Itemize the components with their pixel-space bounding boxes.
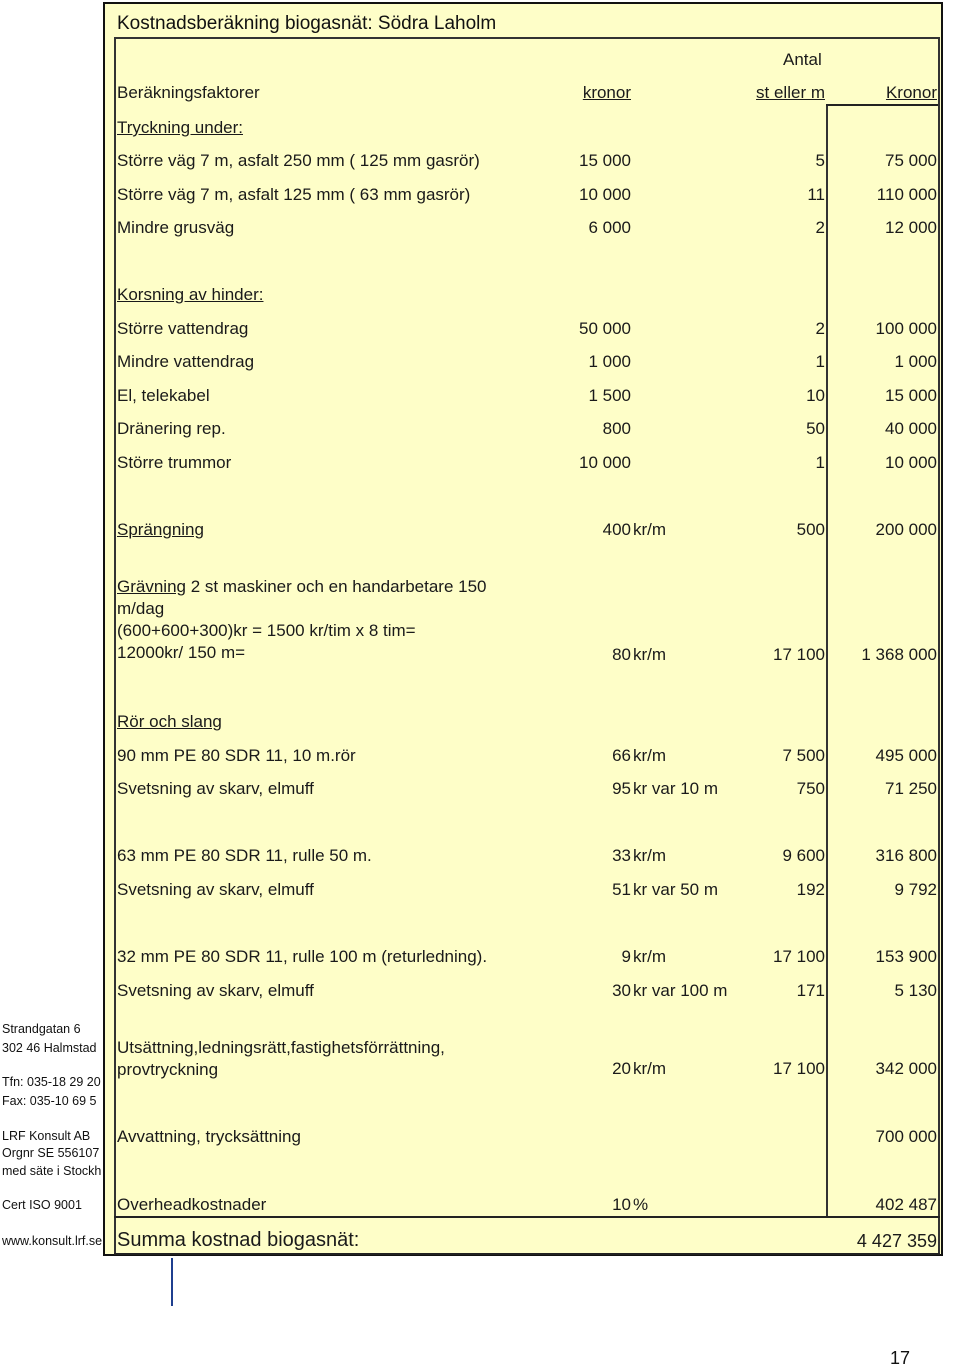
row-total: 71 250 bbox=[885, 779, 937, 798]
row-price: 15 000 bbox=[579, 151, 631, 170]
row-label: Större väg 7 m, asfalt 250 mm ( 125 mm gasrör) bbox=[117, 151, 480, 170]
sidebar-website: www.konsult.lrf.se bbox=[2, 1234, 103, 1248]
row-label-line2: provtryckning bbox=[117, 1060, 219, 1079]
header-kronor-total: Kronor bbox=[885, 83, 937, 102]
header-antal: Antal bbox=[783, 50, 822, 69]
sidebar-address-city: 302 46 Halmstad bbox=[2, 1041, 97, 1055]
sidebar-company: LRF Konsult AB bbox=[2, 1129, 91, 1143]
row-total: 153 900 bbox=[875, 947, 937, 966]
row-qty: 1 bbox=[815, 352, 825, 371]
row-price: 1 500 bbox=[588, 386, 631, 405]
row-qty: 9 600 bbox=[782, 846, 825, 865]
sidebar-seat: med säte i Stockh bbox=[2, 1164, 102, 1178]
sum-top-line bbox=[114, 1216, 940, 1218]
row-qty: 10 bbox=[806, 386, 825, 405]
row-label: Mindre vattendrag bbox=[117, 352, 255, 371]
sidebar-phone: Tfn: 035-18 29 20 bbox=[2, 1075, 101, 1089]
row-label-line1: Utsättning,ledningsrätt,fastighetsförrättning, bbox=[117, 1038, 445, 1057]
row-label: Större vattendrag bbox=[117, 319, 249, 338]
row-unit: % bbox=[633, 1195, 649, 1214]
row-unit: kr/m bbox=[633, 746, 667, 765]
sidebar-cert: Cert ISO 9001 bbox=[2, 1198, 82, 1212]
row-label-multiline bbox=[117, 576, 537, 664]
row-total: 15 000 bbox=[885, 386, 937, 405]
row-total: 40 000 bbox=[885, 419, 937, 438]
page-title: Kostnadsberäkning biogasnät: Södra Laholm bbox=[117, 13, 497, 34]
row-price: 95 bbox=[612, 779, 631, 798]
row-label: El, telekabel bbox=[117, 386, 210, 405]
sum-label: Summa kostnad biogasnät: bbox=[117, 1229, 360, 1251]
row-price: 30 bbox=[612, 981, 631, 1000]
row-total: 342 000 bbox=[875, 1059, 937, 1078]
row-price: 51 bbox=[612, 880, 631, 899]
header-kronor: kronor bbox=[582, 83, 631, 102]
row-label: Större trummor bbox=[117, 453, 232, 472]
row-label: Mindre grusväg bbox=[117, 218, 235, 237]
row-unit: kr/m bbox=[633, 846, 667, 865]
row-total: 9 792 bbox=[894, 880, 937, 899]
row-label: Sprängning bbox=[117, 520, 204, 539]
header-factors: Beräkningsfaktorer bbox=[117, 83, 260, 102]
row-label-rest: 2 st maskiner och en handarbetare 150 m/dag bbox=[117, 577, 487, 618]
row-total: 700 000 bbox=[875, 1127, 937, 1146]
row-qty: 2 bbox=[815, 218, 825, 237]
row-label: Dränering rep. bbox=[117, 419, 226, 438]
row-label: Större väg 7 m, asfalt 125 mm ( 63 mm gasrör) bbox=[117, 185, 471, 204]
row-unit: kr/m bbox=[633, 1059, 667, 1078]
header-st-eller-m: st eller m bbox=[756, 83, 825, 102]
row-label-line3: 12000kr/ 150 m= bbox=[117, 643, 246, 662]
row-unit: kr/m bbox=[633, 645, 667, 664]
row-total: 402 487 bbox=[875, 1195, 937, 1214]
decorative-blue-line bbox=[171, 1258, 173, 1306]
row-unit: kr/m bbox=[633, 520, 667, 539]
row-qty: 2 bbox=[815, 319, 825, 338]
row-qty: 7 500 bbox=[782, 746, 825, 765]
sidebar-fax: Fax: 035-10 69 5 bbox=[2, 1094, 97, 1108]
header-underline bbox=[826, 104, 938, 106]
row-label: 90 mm PE 80 SDR 11, 10 m.rör bbox=[117, 746, 356, 765]
row-unit: kr var 10 m bbox=[633, 779, 719, 798]
row-total: 10 000 bbox=[885, 453, 937, 472]
page-number: 17 bbox=[890, 1348, 911, 1368]
row-price: 9 bbox=[621, 947, 631, 966]
row-total: 75 000 bbox=[885, 151, 937, 170]
row-price: 800 bbox=[602, 419, 631, 438]
row-qty: 5 bbox=[815, 151, 825, 170]
row-price: 50 000 bbox=[579, 319, 631, 338]
row-price: 80 bbox=[612, 645, 631, 664]
sidebar-orgnr: Orgnr SE 556107 bbox=[2, 1146, 100, 1160]
row-total: 100 000 bbox=[875, 319, 937, 338]
row-qty: 750 bbox=[796, 779, 825, 798]
row-qty: 17 100 bbox=[773, 947, 825, 966]
row-total: 1 368 000 bbox=[861, 645, 937, 664]
row-qty: 171 bbox=[796, 981, 825, 1000]
row-qty: 192 bbox=[796, 880, 825, 899]
row-qty: 17 100 bbox=[773, 1059, 825, 1078]
row-total: 12 000 bbox=[885, 218, 937, 237]
row-price: 10 bbox=[612, 1195, 631, 1214]
section-korsning: Korsning av hinder: bbox=[117, 285, 264, 304]
row-total: 200 000 bbox=[875, 520, 937, 539]
row-price: 10 000 bbox=[579, 453, 631, 472]
row-qty: 17 100 bbox=[773, 645, 825, 664]
row-unit: kr/m bbox=[633, 947, 667, 966]
row-label: Svetsning av skarv, elmuff bbox=[117, 981, 314, 1000]
row-total: 110 000 bbox=[876, 185, 937, 204]
row-qty: 500 bbox=[796, 520, 825, 539]
row-label: Svetsning av skarv, elmuff bbox=[117, 779, 314, 798]
row-price: 400 bbox=[602, 520, 631, 539]
row-unit: kr var 100 m bbox=[633, 981, 728, 1000]
row-label-underlined: Grävning bbox=[117, 577, 186, 596]
row-label: Avvattning, trycksättning bbox=[117, 1127, 301, 1146]
row-total: 1 000 bbox=[894, 352, 937, 371]
row-qty: 11 bbox=[807, 185, 825, 204]
sidebar-address-street: Strandgatan 6 bbox=[2, 1022, 81, 1036]
section-ror-och-slang: Rör och slang bbox=[117, 712, 222, 731]
row-total: 316 800 bbox=[875, 846, 937, 865]
sum-bottom-line bbox=[114, 1253, 940, 1255]
row-total: 495 000 bbox=[875, 746, 937, 765]
row-label: Svetsning av skarv, elmuff bbox=[117, 880, 314, 899]
row-label: Overheadkostnader bbox=[117, 1195, 267, 1214]
row-label: 63 mm PE 80 SDR 11, rulle 50 m. bbox=[117, 846, 372, 865]
row-unit: kr var 50 m bbox=[633, 880, 719, 899]
row-price: 1 000 bbox=[588, 352, 631, 371]
row-qty: 50 bbox=[806, 419, 825, 438]
column-divider-qty bbox=[826, 104, 828, 1218]
section-tryckning: Tryckning under: bbox=[117, 118, 243, 137]
row-price: 6 000 bbox=[588, 218, 631, 237]
row-total: 5 130 bbox=[894, 981, 937, 1000]
row-qty: 1 bbox=[815, 453, 825, 472]
row-label: 32 mm PE 80 SDR 11, rulle 100 m (returledning). bbox=[117, 947, 488, 966]
row-price: 20 bbox=[612, 1059, 631, 1078]
row-label-line2: (600+600+300)kr = 1500 kr/tim x 8 tim= bbox=[117, 621, 416, 640]
sum-total: 4 427 359 bbox=[856, 1231, 937, 1251]
row-price: 66 bbox=[612, 746, 631, 765]
row-price: 10 000 bbox=[579, 185, 631, 204]
row-price: 33 bbox=[612, 846, 631, 865]
